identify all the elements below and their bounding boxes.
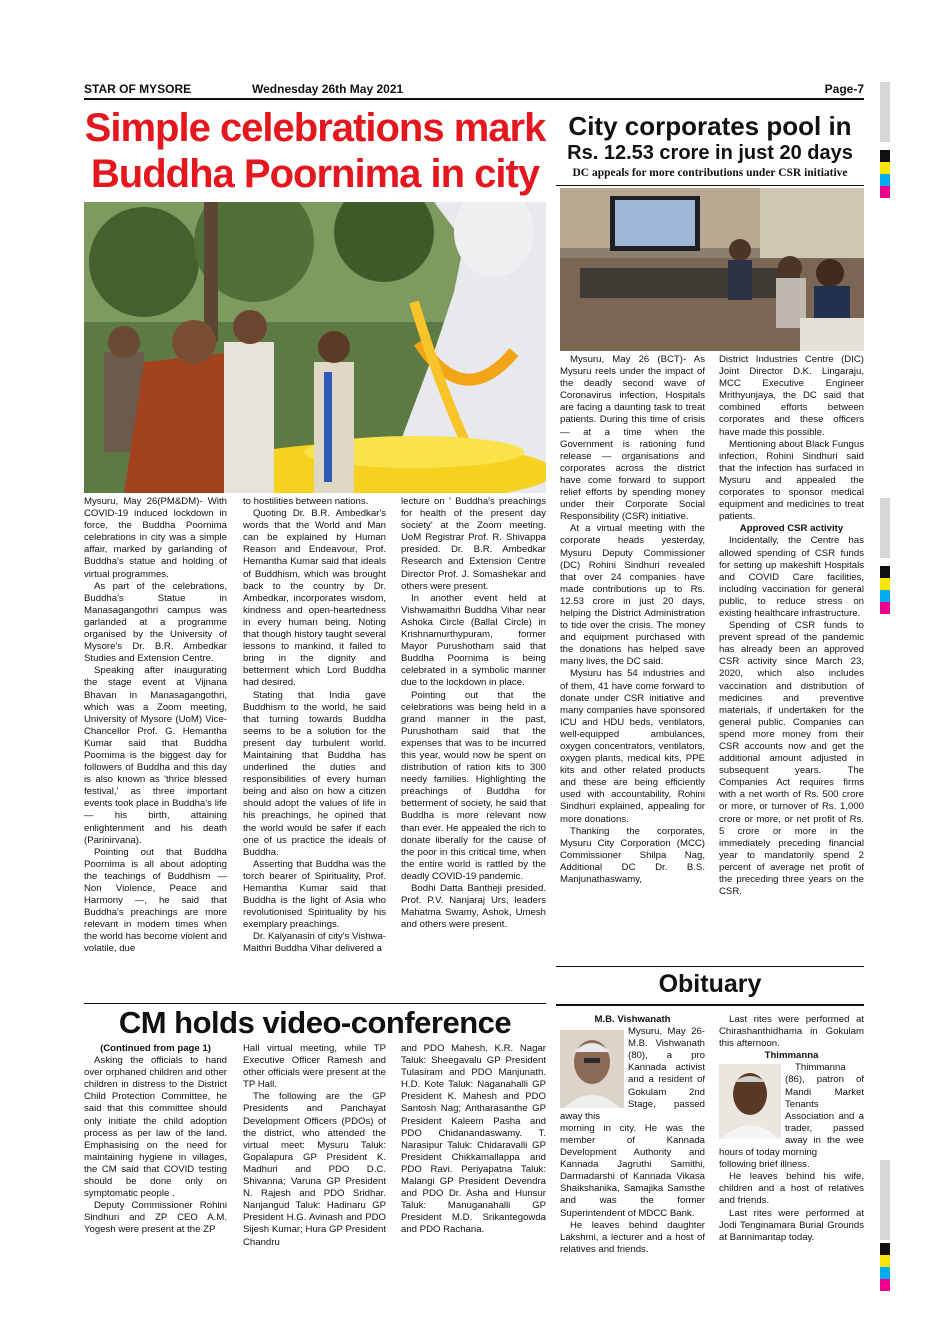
registration-cyan-swatch [880,174,890,186]
obituary-text-2: Thimmanna (86), patron of Mandi Market Tenants Association and a trader, passed away in the wee hours of today morning [719,1062,864,1159]
story3-column-1 [84,1043,227,1278]
portrait-vishwanath [560,1030,624,1108]
registration-cyan-swatch [880,1267,890,1279]
story1-column-1 [84,496,227,1000]
story3-column-2 [243,1043,386,1278]
obituary-column-2 [719,1014,864,1284]
story1-col1-para: Mysuru, May 26(PM&DM)- With COVID-19 induced lockdown in force, the Buddha Poornima celebrations in city was a simple affair, marked by garlanding of Buddha's statue and holding of virtual programmes. [84,496,227,580]
story1-headline-line2: Buddha Poornima in city [90,152,540,196]
story1-col1-para: Pointing out that Buddha Poornima is all about adopting the teachings of Buddhism — Non Violence, Peace and Harmony —, he said that Buddha's preachings are more relevant in modern times when the world has become violent and volatile, due [84,846,227,955]
masthead [84,80,864,100]
story1-col2-para: Quoting Dr. B.R. Ambedkar's words that the World and Man can be explained by Human Reason and Endeavour, Prof. Hemantha Kumar said that ideals of Buddhism, which was brought back to the country by Dr. Ambedkar, incorporates wisdom, kindness and open-heartedness in every human being. Noting that though history taught several lessons to mankind, it failed to bring in the dignity and betterment which Lord Buddha had desired. [243,508,386,689]
story1-col2-para: Dr. Kalyanasiri of city's Vishwa-Maithri Buddha Vihar delivered a [243,931,386,955]
story2-headline-line2: Rs. 12.53 crore in just 20 days [567,142,853,164]
story2-deck: DC appeals for more contributions under CSR initiative [572,167,848,179]
obituary-column-1 [560,1014,705,1284]
obituary-text-2: Last rites were performed at Jodi Tenginamara Burial Grounds at Bannimantap today. [719,1207,864,1243]
registration-yellow-swatch [880,1255,890,1267]
story2-col2-para: District Industries Centre (DIC) Joint Director D.K. Lingaraju, MCC Executive Engineer Mrithyunjaya, the DC said that combined efforts between corporates and these officers have made this possible. [719,354,864,438]
registration-cyan-swatch [880,590,890,602]
story2-subhead: Approved CSR activity [739,523,844,535]
registration-grey-bar [880,498,890,558]
continued-note: (Continued from page 1) [100,1043,211,1054]
registration-black-swatch [880,150,890,162]
registration-yellow-swatch [880,578,890,590]
story1-col2-para: to hostilities between nations. [243,496,369,507]
story1-col2-para: Asserting that Buddha was the torch bearer of Spirituality, Prof. Hemantha Kumar said that Buddha is the light of Asia who revolutionised Spirituality by his exemplary preachings. [243,858,386,931]
story3-headline: CM holds video-conference [118,1005,512,1040]
registration-magenta-swatch [880,602,890,614]
video-conference-photo [560,188,864,351]
obituary-name-2: Thimmanna [764,1050,819,1062]
registration-magenta-swatch [880,186,890,198]
issue-date: Wednesday 26th May 2021 [252,82,404,96]
story3-col1-para: Asking the officials to hand over orphaned children and other children in distress to the District Child Protection Committee, he said that this committee should only initiate the child adoption process as per law of the land. Emphasising on the need for maintaining hygiene in villages, the CM said that COVID testing should be done only on symptomatic people . [84,1055,227,1200]
obituary-text-1-rites: Last rites were performed at Chirashanthidhama in Gokulam this afternoon. [719,1014,864,1050]
story2-column-1 [560,354,705,964]
obituary-text-2: He leaves behind his wife, children and a host of relatives and friends. [719,1171,864,1207]
story1-col1-para: As part of the celebrations, Buddha's Statue in Manasagangothri campus was garlanded at a programme organised by the University of Mysore's Dr. B.R. Ambedkar Studies and Extension Centre. [84,580,227,665]
obituary-text-1: Mysuru, May 26- M.B. Vishwanath (80), a pro Kannada activist and a resident of Gokulam 2nd Stage, passed away this [560,1026,705,1122]
story1-column-2 [243,496,386,1000]
obituary-rule [556,1004,864,1006]
story1-col3-para: In another event held at Vishwamaithri Buddha Vihar near Ashoka Circle (Ballal Circle) in Krishnamurthypuram, former Mayor Purushotham said that Buddha Poornima is being celebrated in a symbolic manner due to the lockdown in place. [401,592,546,689]
story1-col3-para: Pointing out that the celebrations was being held in a grand manner in the past, Purushotham said that the expenses that was to be incurred this year, would now be spent on distribution of ration kits to 300 needy families. Highlighting the preachings of Buddha for betterment of society, he said that Buddha is more relevant now than ever. He appealed the rich to donate liberally for the cause of the poor in this critical time, when the entire world is rattled by the deadly COVID-19 pandemic. [401,689,546,882]
obituary-text-1: He leaves behind daughter Lakshmi, a lecturer and a host of relatives and friends. [560,1219,705,1255]
story2-col1-para: Mysuru has 54 industries and of them, 41 have come forward to donate under CSR initiative and many companies have sponsored ICU and HDU beds, ventilators, well-equipped ambulances, oxygen concentrators, ventilators, oxygen plants, medical kits, PPE kits and other related products and these are being efficiently used with accountability, Rohini Sindhuri explained, appealing for more donations. [560,668,705,825]
story2-col2-para: Spending of CSR funds to prevent spread of the pandemic has already been an approved CSR activity since March 23, 2020, which also includes vaccination and distribution of medicines and preventive materials, if undertaken for the general public. Companies can spend more money from their CSR accounts now and get the additional amount adjusted in subsequent years. The Companies Act requires firms with a net worth of Rs. 500 crore or more, or turnover of Rs. 1,000 crore or more, or net profit of Rs. 5 crore or more in the immediately preceding financial year to mandatorily spend 2 percent of average net profit of the preceding three years on the CSR. [719,620,864,898]
story2-col2-para: Mentioning about Black Fungus infection, Rohini Sindhuri said that the infection has surfaced in Mysuru and appealed the corporates to sponsor medical equipment and medicines to treat patients. [719,438,864,523]
registration-yellow-swatch [880,162,890,174]
registration-black-swatch [880,566,890,578]
story2-rule [556,185,864,186]
story2-col2-para: Incidentally, the Centre has allowed spending of CSR funds for setting up makeshift Hospitals and COVID Care facilities, including vaccination for general public, to reduce stress on existing healthcare infrastructure. [719,535,864,619]
story3-column-3 [401,1043,546,1278]
story2-column-2 [719,354,864,964]
story3-col2-para: The following are the GP Presidents and Panchayat Development Officers (PDOs) of the district, who attended the virtual meet: Mysuru Taluk: Gopalapura GP President K. Madhuri and PDO D.C. Shivanna; Varuna GP President N. Rajesh and PDO Sridhar. Nanjangud Taluk: Hadinaru GP President H.G. Avinash and PDO Sijesh Kumar; Hura GP President Chandru [243,1091,386,1248]
portrait-thimmanna [719,1064,781,1139]
obituary-rule-top [556,966,864,967]
obituary-name-1: M.B. Vishwanath [594,1014,671,1025]
registration-magenta-swatch [880,1279,890,1291]
story2-col1-para: Mysuru, May 26 (BCT)- As Mysuru reels under the impact of the deadly second wave of Coronavirus infection, Hospitals are facing a daunting task to treat patients. During this time of crisis — at a time when the Government is rationing fund release — organisations and corporates across the district have come forward to support relief efforts by spending money under their Corporate Social Responsibility (CSR) initiative. [560,354,705,523]
registration-grey-bar [880,82,890,142]
registration-black-swatch [880,1243,890,1255]
story2-col1-para: Thanking the corporates, Mysuru City Corporation (MCC) Commissioner Shilpa Nag, Additional DC Dr. B.S. Manjunathaswamy, [560,825,705,886]
story1-col1-para: Speaking after inaugurating the stage event at Vijnana Bhavan in Manasagangothri, which was a Zoom meeting, University of Mysore (UoM) Vice-Chancellor Prof. G. Hemantha Kumar said that Buddha Poornima is the biggest day for followers of Buddha and this day is also known as 'thrice blessed festival,' as three important events took place in Buddha's life — his birth, attaining enlightenment and his death (Parinirvana). [84,665,227,846]
story2-col1-para: At a virtual meeting with the corporate heads yesterday, Mysuru Deputy Commissioner (DC) Rohini Sindhuri revealed that over 24 companies have made contributions up to Rs. 12.53 crore in just 20 days, helping the District Administration to tide over the crisis. The money and equipment purchased with the donations has helped save many lives, the DC said. [560,523,705,668]
story1-col3-para: lecture on ' Buddha's preachings for health of the present day society' at the Zoom meeting. UoM Registrar Prof. R. Shivappa presided. Dr. B.R. Ambedkar Research and Extension Centre Director Prof. J. Somashekar and others were present. [401,496,546,592]
story3-col1-para: Deputy Commissioner Rohini Sindhuri and ZP CEO A.M. Yogesh were present at the ZP [84,1200,227,1236]
obituary-text-2: following brief illness. [719,1159,810,1171]
obituary-heading: Obituary [658,970,762,998]
story1-headline-line1: Simple celebrations mark [84,106,546,150]
section-rule [84,1003,546,1004]
story3-col3-para: and PDO Mahesh. K.R. Nagar Taluk: Sheegavalu GP President Tulasiram and PDO Manjunath. H.D. Kote Taluk: Naganahalli GP President K. Mahesh and PDO Santosh Nag; Antharasanthe GP President Kaleem Pasha and PDO Chidanandaswamy. T. Narasipur Taluk: Chidaravalli GP President Chikkamallappa and PDO Ravi. Periyapatna Taluk: Malangi GP President Devendra and PDO Dr. Asha and Hunsur Taluk: Manuganahalli GP President M.D. Srikantegowda and PDO Rachana. [401,1043,546,1236]
story1-col2-para: Stating that India gave Buddhism to the world, he said that turning towards Buddha seems to be a solution for the present day turbulent world. Maintaining that Buddha has underlined the duties and responsibilities of every human being and also on how a citizen should adopt the values of life in his preachings, he opined that the world would be safer if each one of us practice the ideals of Buddha. [243,689,386,858]
story3-col2-para: Hall virtual meeting, while TP Executive Officer Ramesh and other officials were present at the TP Hall. [243,1043,386,1091]
obituary-text-1: morning in city. He was the member of Kannada Development Authority and Kannada Jagruthi Samithi, Darmadarshi of Kannada Vikasa Shaikshanika, Samajika Samsthe and was the former Superintendent of MDCC Bank. [560,1122,705,1219]
paper-name: STAR OF MYSORE [84,82,192,96]
story1-column-3 [401,496,546,1000]
story1-col3-para: Bodhi Datta Bantheji presided. Prof. P.V. Nanjaraj Urs, leaders Mahatma Swamy, Ashok, Umesh and others were present. [401,883,546,931]
page-number: Page-7 [824,82,864,96]
buddha-statue-photo [84,202,546,493]
story2-headline-line1: City corporates pool in [568,111,852,141]
registration-grey-bar [880,1160,890,1240]
